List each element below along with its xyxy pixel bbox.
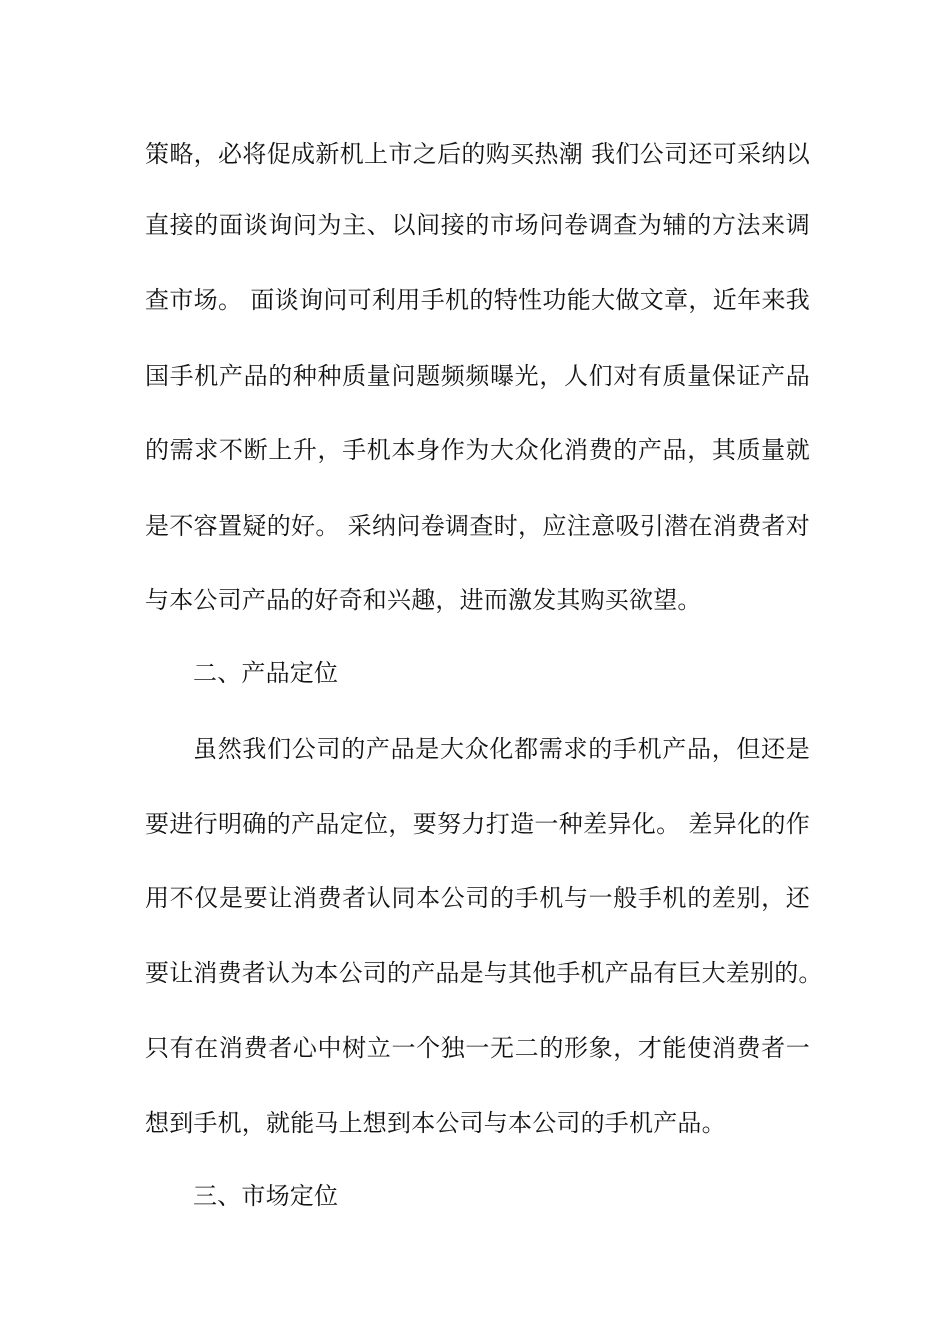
- text-line-10: 要进行明确的产品定位，要努力打造一种差异化。 差异化的作: [145, 810, 810, 838]
- text-line-7: 与本公司产品的好奇和兴趣，进而激发其购买欲望。: [145, 586, 702, 614]
- text-line-5: 的需求不断上升，手机本身作为大众化消费的产品，其质量就: [145, 436, 810, 464]
- section-heading-market-positioning: 三、市场定位: [193, 1182, 339, 1210]
- text-line-14: 想到手机，就能马上想到本公司与本公司的手机产品。: [145, 1109, 726, 1137]
- text-line-1: 策略，必将促成新机上市之后的购买热潮 我们公司还可采纳以: [145, 140, 810, 168]
- text-line-3: 查市场。 面谈询问可利用手机的特性功能大做文章，近年来我: [145, 286, 810, 314]
- text-line-13: 只有在消费者心中树立一个独一无二的形象，才能使消费者一: [145, 1034, 810, 1062]
- text-line-4: 国手机产品的种种质量问题频频曝光，人们对有质量保证产品: [145, 362, 810, 390]
- paragraph-first-line: 虽然我们公司的产品是大众化都需求的手机产品，但还是: [193, 735, 810, 763]
- text-line-2: 直接的面谈询问为主、以间接的市场问卷调查为辅的方法来调: [145, 211, 810, 239]
- text-line-12: 要让消费者认为本公司的产品是与其他手机产品有巨大差别的。: [145, 959, 823, 987]
- section-heading-product-positioning: 二、产品定位: [193, 659, 339, 687]
- text-line-11: 用不仅是要让消费者认同本公司的手机与一般手机的差别，还: [145, 884, 810, 912]
- text-line-6: 是不容置疑的好。 采纳问卷调查时，应注意吸引潜在消费者对: [145, 512, 810, 540]
